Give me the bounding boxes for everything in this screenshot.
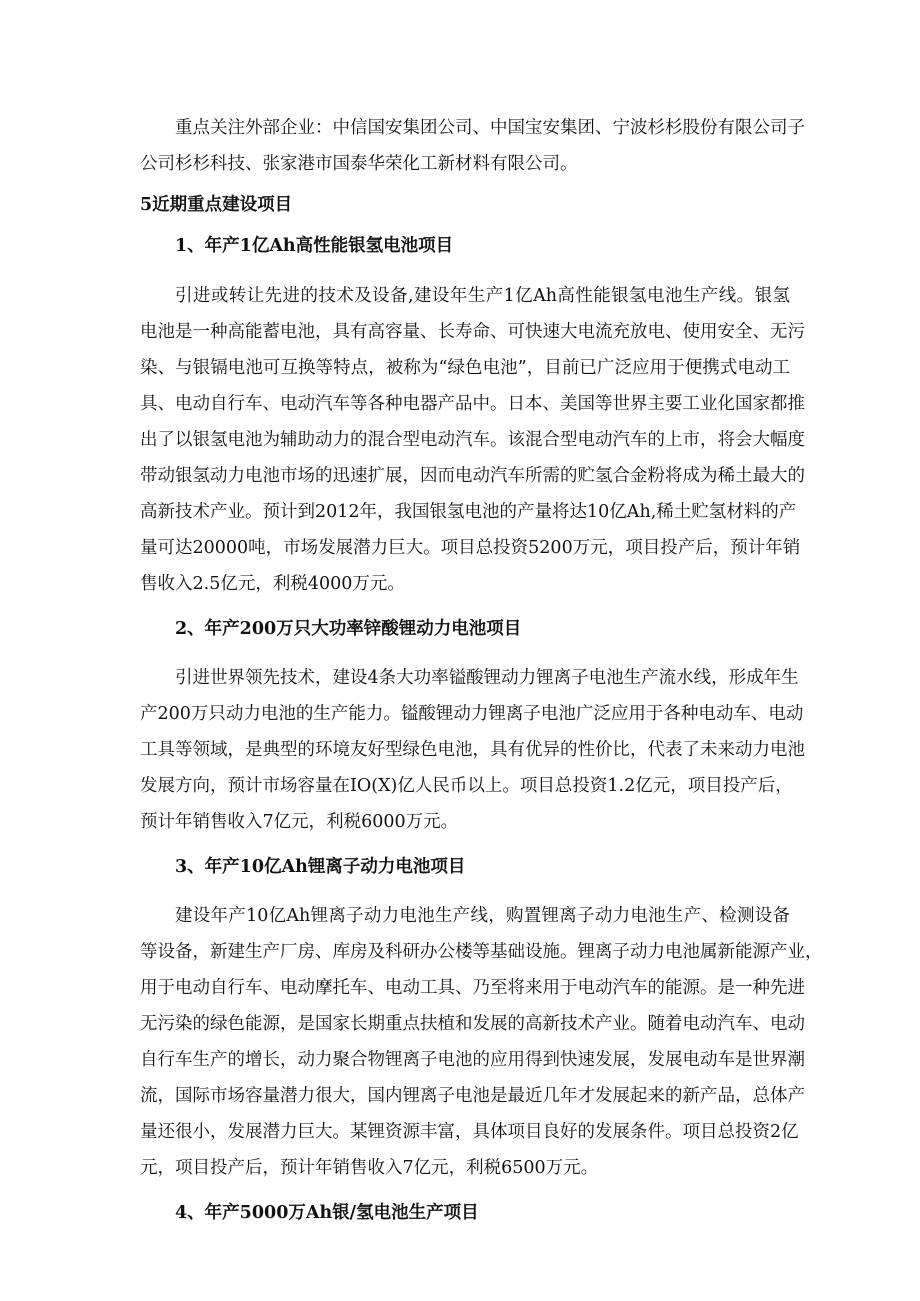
project-heading: 3、年产10亿Ah锂离子动力电池项目 <box>175 857 466 877</box>
paragraph-line: 染、与银镉电池可互换等特点，被称为“绿色电池”，目前已广泛应用于便携式电动工 <box>140 358 790 378</box>
paragraph-line: 量可达20000吨，市场发展潜力巨大。项目总投资5200万元，项目投产后，预计年销 <box>140 538 801 558</box>
paragraph-line: 发展方向，预计市场容量在IO(X)亿人民币以上。项目总投资1.2亿元，项目投产后， <box>140 776 793 796</box>
paragraph-line: 元，项目投产后，预计年销售收入7亿元，利税6500万元。 <box>140 1158 599 1178</box>
paragraph-line: 具、电动自行车、电动汽车等各种电器产品中。日本、美国等世界主要工业化国家都推 <box>140 394 805 414</box>
paragraph-line: 用于电动自行车、电动摩托车、电动工具、乃至将来用于电动汽车的能源。是一种先进 <box>140 978 805 998</box>
paragraph-line: 预计年销售收入7亿元，利税6000万元。 <box>140 812 459 832</box>
paragraph-line: 引进世界领先技术，建设4条大功率镒酸锂动力锂离子电池生产流水线，形成年生 <box>175 668 799 688</box>
paragraph-line: 电池是一种高能蓄电池，具有高容量、长寿命、可快速大电流充放电、使用安全、无污 <box>140 322 805 342</box>
paragraph-line: 公司杉杉科技、张家港市国泰华荣化工新材料有限公司。 <box>140 154 578 174</box>
paragraph-line: 量还很小，发展潜力巨大。某锂资源丰富，具体项目良好的发展条件。项目总投资2亿 <box>140 1122 799 1142</box>
paragraph-line: 无污染的绿色能源，是国家长期重点扶植和发展的高新技术产业。随着电动汽车、电动 <box>140 1014 805 1034</box>
paragraph-line: 售收入2.5亿元，利税4000万元。 <box>140 574 405 594</box>
paragraph-line: 重点关注外部企业：中信国安集团公司、中国宝安集团、宁波杉杉股份有限公司子 <box>175 118 805 138</box>
paragraph-line: 工具等领域，是典型的环境友好型绿色电池，具有优异的性价比，代表了未来动力电池 <box>140 740 805 760</box>
section-heading: 5近期重点建设项目 <box>140 195 293 215</box>
paragraph-line: 出了以银氢电池为辅助动力的混合型电动汽车。该混合型电动汽车的上市，将会大幅度 <box>140 430 805 450</box>
project-heading: 2、年产200万只大功率锌酸锂动力电池项目 <box>175 619 522 639</box>
paragraph-line: 流，国际市场容量潜力很大，国内锂离子电池是最近几年才发展起来的新产品，总体产 <box>140 1086 805 1106</box>
paragraph-line: 带动银氢动力电池市场的迅速扩展，因而电动汽车所需的贮氢合金粉将成为稀土最大的 <box>140 466 805 486</box>
project-heading: 1、年产1亿Ah高性能银氢电池项目 <box>175 236 454 256</box>
paragraph-line: 引进或转让先进的技术及设备,建设年生产1亿Ah高性能银氢电池生产线。银氢 <box>175 286 790 306</box>
paragraph-line: 高新技术产业。预计到2012年，我国银氢电池的产量将达10亿Ah,稀土贮氢材料的产 <box>140 502 797 522</box>
paragraph-line: 等设备，新建生产厂房、库房及科研办公楼等基础设施。锂离子动力电池属新能源产业， <box>140 942 823 962</box>
paragraph-line: 产200万只动力电池的生产能力。镒酸锂动力锂离子电池广泛应用于各种电动车、电动 <box>140 704 804 724</box>
project-heading: 4、年产5000万Ah银/氢电池生产项目 <box>175 1203 479 1223</box>
paragraph-line: 自行车生产的增长，动力聚合物锂离子电池的应用得到快速发展，发展电动车是世界潮 <box>140 1050 805 1070</box>
paragraph-line: 建设年产10亿Ah锂离子动力电池生产线，购置锂离子动力电池生产、检测设备 <box>175 906 790 926</box>
